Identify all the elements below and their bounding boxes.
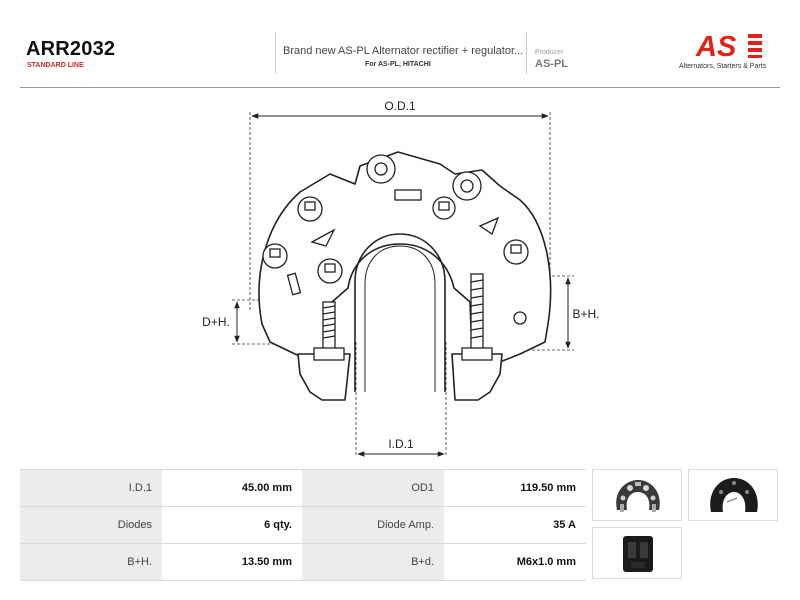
spec-value: 13.50 mm (162, 544, 302, 580)
spec-value: 119.50 mm (444, 470, 586, 506)
dh-label: D+H. (202, 315, 230, 329)
spec-label: Diodes (20, 507, 162, 543)
spec-label: OD1 (302, 470, 444, 506)
producer-label: Producer (535, 49, 564, 56)
logo-text: AS (696, 31, 737, 60)
rectifier-back-photo[interactable] (688, 469, 778, 521)
header-rule (20, 87, 780, 88)
id-dimension (356, 342, 446, 457)
header-divider (275, 32, 276, 74)
spec-label: I.D.1 (20, 470, 162, 506)
product-line-label: STANDARD LINE (27, 62, 84, 69)
part-number: ARR2032 (26, 38, 116, 60)
as-pl-logo (690, 30, 770, 60)
spec-label: B+H. (20, 544, 162, 580)
spec-value: 35 A (444, 507, 586, 543)
table-row (20, 507, 586, 543)
table-row (20, 470, 586, 506)
rectifier-front-photo[interactable] (592, 469, 682, 521)
producer-name: AS-PL (535, 58, 568, 70)
page-header (0, 0, 800, 88)
bh-label: B+H. (572, 307, 600, 321)
rectifier-body (259, 152, 551, 400)
logo-tagline: Alternators, Starters & Parts (679, 63, 767, 70)
table-row (20, 544, 586, 580)
fitment-info: For AS-PL, HITACHI (365, 61, 431, 68)
spec-value: 6 qty. (162, 507, 302, 543)
table-rule (20, 580, 586, 581)
product-description: Brand new AS-PL Alternator rectifier + regulator... (283, 45, 524, 57)
od-label: O.D.1 (384, 99, 416, 113)
header-divider (526, 32, 527, 74)
id-label: I.D.1 (388, 437, 414, 451)
spec-value: 45.00 mm (162, 470, 302, 506)
spec-value: M6x1.0 mm (444, 544, 586, 580)
spec-label: Diode Amp. (302, 507, 444, 543)
spec-label: B+d. (302, 544, 444, 580)
connector-plug-photo[interactable] (592, 527, 682, 579)
rectifier-technical-drawing (0, 92, 800, 462)
